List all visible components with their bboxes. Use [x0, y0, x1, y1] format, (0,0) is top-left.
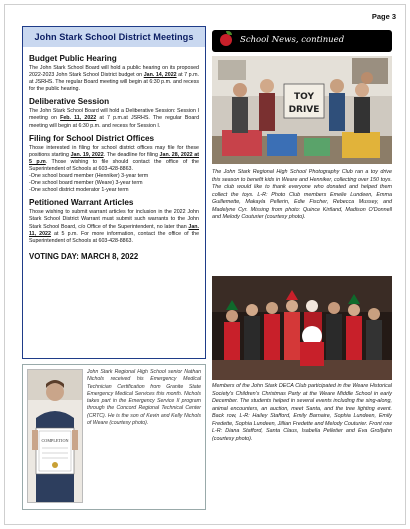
deca-photo [212, 276, 392, 380]
warrant-date: Jan. 11, 2022 [29, 223, 199, 237]
warrant-title: Petitioned Warrant Articles [29, 198, 134, 208]
deca-caption: Members of the John Stark DECA Club participated in the Weare Historical Society's Children's Christmas Party at the Weare Middle School in early December. The students helped in several events including the sing-along, animal encounters, an auction, meet Santa, and the tree lighting event. Back row, L-R: Hailey Stafford, Emily Barnaire, Sophia Lundeen, Emily Fredette, Sophia Lundeen, Jillian Fredette and Melody Couturier. Front row L-R: Diana Stafford, Santa Claus, Isabella Pelletier and Eva Grolljahn (courtesy photo). [212, 383, 392, 442]
certificate-title: COMPLETION [41, 438, 69, 443]
nathan-box [22, 364, 206, 510]
nathan-caption: John Stark Regional High School senior Nathan Nichols received his Emergency Medical Technician Certification from Granite State Emergency Medical Services this month. Nichols takes part in the Emergency Service II program through the Concord Regional Technical Center (CRTC). He is the son of Kevin and Kelly Nichols of Weare (courtesy photo). [87, 369, 201, 427]
deliberative-title: Deliberative Session [29, 97, 110, 107]
sign-text-toy: TOY [294, 92, 314, 102]
filing-title: Filing for School District Offices [29, 133, 155, 143]
banner-title: School News, continued [240, 35, 345, 45]
budget-date: Jan. 14, 2022 [143, 72, 177, 79]
nathan-photo [27, 369, 83, 503]
meetings-content [23, 47, 205, 261]
budget-title: Budget Public Hearing [29, 54, 117, 63]
filing-item: -One school board member (Weare) 3-year term [29, 180, 143, 187]
budget-paragraph: The John Stark School Board will hold a public hearing on its proposed 2022-2023 John Stark School District budget on Jan. 14, 2022 at 7 p.m. at JSRHS. The regular Board meeting will begin at 6:30 p.m. and recess for the public hearing. [29, 65, 199, 93]
school-news-banner [212, 30, 392, 52]
apple-icon [220, 34, 232, 46]
voting-day: VOTING DAY: MARCH 8, 2022 [29, 251, 139, 261]
deliberative-paragraph: The John Stark School Board will hold a Deliberative Session: Session I meeting on Feb. 11, 2022 at 7 p.m.at JSRHS. The regular Board meeting will begin at 6:30 p.m. and recess for Session I. [29, 108, 200, 129]
page-number: Page 3 [371, 12, 396, 21]
toy-drive-caption: The John Stark Regional High School Photography Club ran a toy drive this season to benefit kids in Weare and Henniker, collecting over 150 toys. The club would like to thank everyone who donated and helped them collect the toys. L-R: Photo Club members Emelie Lundeen, Emma Guillemette, Makayla Pellerin, Edie Fischer, Rebecca Mussey, and Madelyne Cyr. Missing from photo: Quince Kirtland, Madison O'Donnell and Melody Couturier (courtesy photo). [212, 169, 392, 220]
leaf-icon [226, 31, 232, 35]
filing-deadline: Jan. 28, 2022 at 5 p.m [29, 151, 199, 165]
filing-start-date: Jan. 19, 2022 [70, 151, 104, 158]
meetings-header: John Stark School District Meetings [23, 27, 205, 47]
warrant-paragraph: Those wishing to submit warrant articles for inclusion in the 2022 John Stark School District Warrant must submit such warrants to the John Stark School Board, c/o Office of the Superintendent, no later than Jan. 11, 2022 at 5 p.m. For more information, contact the office of the Superintendent of Schools at 603-428-8863. [29, 209, 200, 244]
deliberative-date: Feb. 11, 2022 [60, 115, 97, 122]
toy-drive-photo [212, 56, 392, 164]
filing-item: -One school district moderator 1-year term [29, 187, 129, 194]
filing-paragraph: Those interested in filing for school district offices may file for these positions starting Jan. 19, 2022. The deadline for filing Jan. 28, 2022 at 5 p.m. Those wishing to file should contact the office of the Superintendent of Schools at 603-428-8863. [29, 144, 199, 172]
meetings-box [22, 26, 206, 359]
sign-text-drive: DRIVE [288, 105, 320, 115]
filing-item: -One school board member (Henniker) 3-year term [29, 173, 149, 180]
